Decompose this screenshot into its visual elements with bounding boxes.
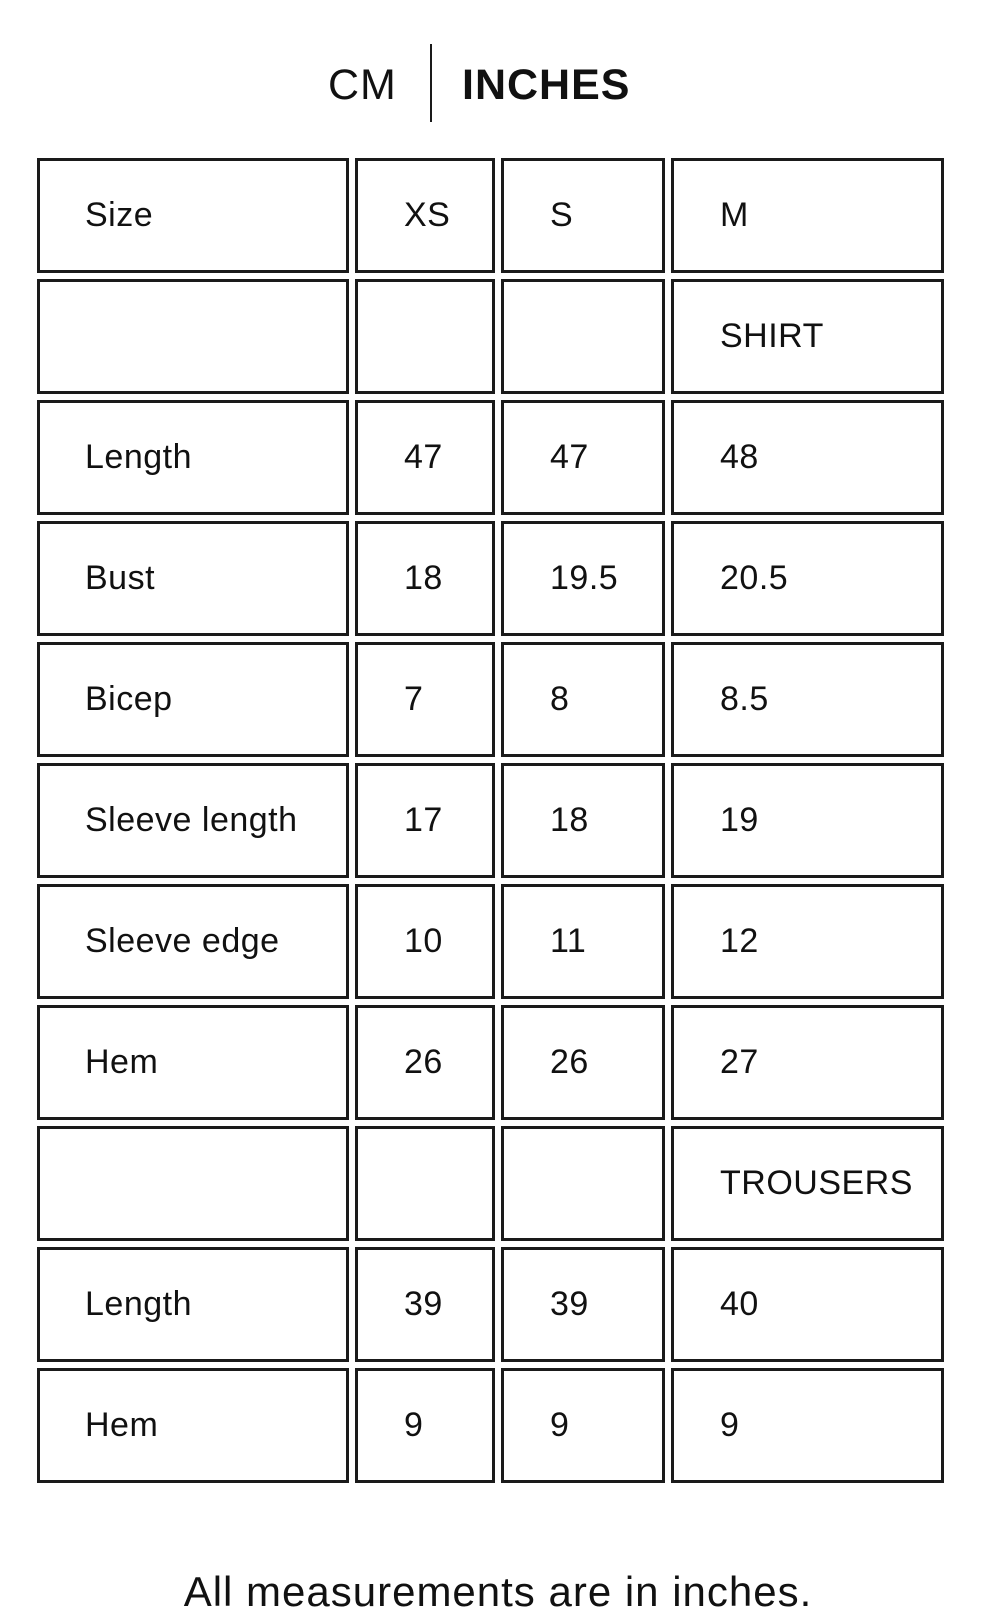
table-row (37, 1368, 944, 1483)
table-row (37, 1126, 944, 1241)
section-label-shirt: SHIRT (671, 279, 944, 394)
cell-xs: 7 (355, 642, 495, 757)
cell-s: 47 (501, 400, 665, 515)
cell-s: 8 (501, 642, 665, 757)
measurement-unit-note: All measurements are in inches. (183, 1568, 813, 1615)
table-row (37, 1247, 944, 1362)
cell-s: 11 (501, 884, 665, 999)
cell-xs: 9 (355, 1368, 495, 1483)
row-label: Length (37, 400, 349, 515)
cell-s: 39 (501, 1247, 665, 1362)
cell-xs: 26 (355, 1005, 495, 1120)
cell-s: 26 (501, 1005, 665, 1120)
cell-xs (355, 1126, 495, 1241)
size-header-s: S (501, 158, 665, 273)
cell-xs (355, 279, 495, 394)
cell-m: 19 (671, 763, 944, 878)
cell-s (501, 279, 665, 394)
row-label: Hem (37, 1005, 349, 1120)
table-row (37, 400, 944, 515)
row-label: Bust (37, 521, 349, 636)
size-header-label: Size (37, 158, 349, 273)
row-label: Sleeve length (37, 763, 349, 878)
table-row (37, 279, 944, 394)
size-header-row (37, 158, 944, 273)
table-row (37, 642, 944, 757)
cell-m: 20.5 (671, 521, 944, 636)
cell-xs: 10 (355, 884, 495, 999)
cell-m: 9 (671, 1368, 944, 1483)
cell-s: 9 (501, 1368, 665, 1483)
cell-m: 40 (671, 1247, 944, 1362)
cell-m: 8.5 (671, 642, 944, 757)
cell-xs: 18 (355, 521, 495, 636)
row-label (37, 1126, 349, 1241)
table-row (37, 884, 944, 999)
section-label-trousers: TROUSERS (671, 1126, 944, 1241)
size-chart-table (31, 152, 950, 1489)
cell-xs: 17 (355, 763, 495, 878)
row-label: Bicep (37, 642, 349, 757)
table-row (37, 763, 944, 878)
cm-unit-button[interactable]: CM (328, 61, 397, 109)
row-label: Sleeve edge (37, 884, 349, 999)
cell-s: 18 (501, 763, 665, 878)
cell-m: 48 (671, 400, 944, 515)
cell-xs: 47 (355, 400, 495, 515)
cell-m: 12 (671, 884, 944, 999)
cell-xs: 39 (355, 1247, 495, 1362)
row-label: Length (37, 1247, 349, 1362)
size-header-m: M (671, 158, 944, 273)
row-label (37, 279, 349, 394)
cell-s: 19.5 (501, 521, 665, 636)
unit-toggle (0, 44, 996, 126)
cell-m: 27 (671, 1005, 944, 1120)
row-label: Hem (37, 1368, 349, 1483)
cell-s (501, 1126, 665, 1241)
table-row (37, 1005, 944, 1120)
unit-divider (430, 44, 432, 122)
size-header-xs: XS (355, 158, 495, 273)
table-row (37, 521, 944, 636)
inches-unit-button[interactable]: INCHES (462, 61, 631, 109)
